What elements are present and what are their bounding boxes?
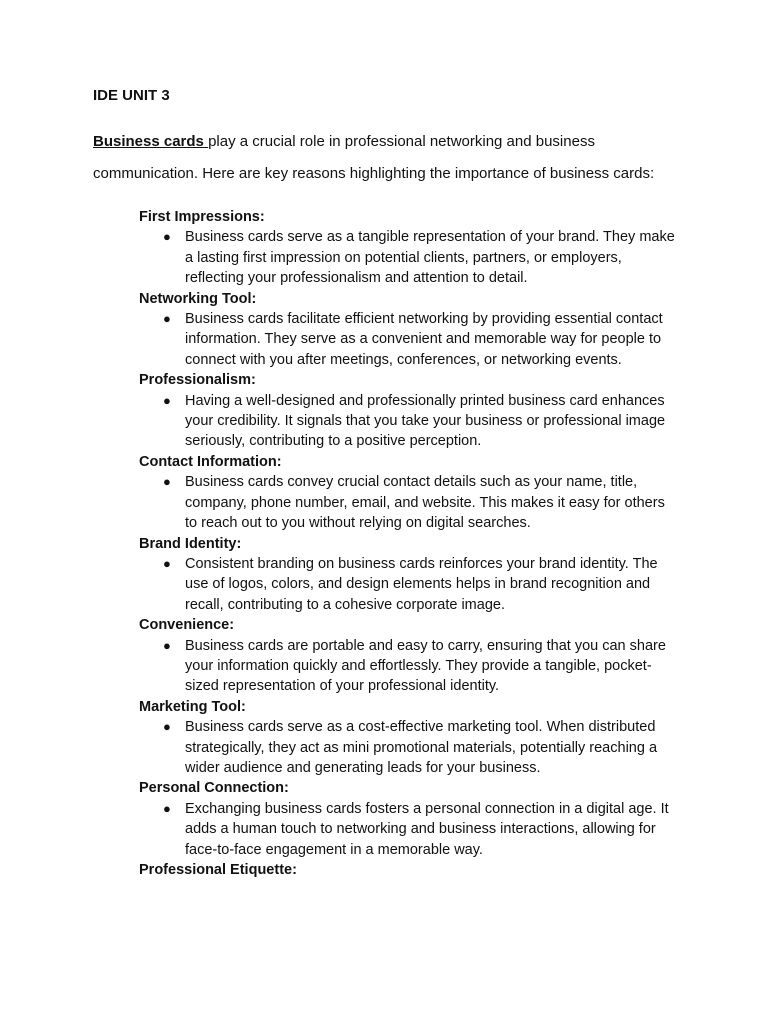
bullet-item [139,227,679,288]
bullet-item [139,554,679,615]
bullet-point-icon: ● [163,311,171,327]
document-title: IDE UNIT 3 [93,87,170,104]
bullet-text: Having a well-designed and professionally printed business card enhances your credibility. It signals that you take your business or professional image seriously, contributing to a positive perception. [185,392,666,450]
bullet-text: Exchanging business cards fosters a personal connection in a digital age. It adds a human touch to networking and business interactions, allowing for face-to-face engagement in a memorable way. [185,800,669,858]
section-heading: Brand Identity: [139,535,242,552]
section-block [139,370,679,452]
bullet-point-icon: ● [163,474,171,490]
bullet-item [139,799,679,860]
section-heading: Convenience: [139,617,235,634]
bullet-list [139,554,679,615]
section-block [139,534,679,616]
bullet-list [139,636,679,697]
bullet-point-icon: ● [163,392,171,408]
section-heading: Professional Etiquette: [139,862,297,878]
bullet-text: Consistent branding on business cards reinforces your brand identity. The use of logos, colors, and design elements helps in brand recognition and recall, contributing to a cohesive corporate image. [185,555,658,613]
bullet-item [139,472,679,533]
bullet-list [139,391,679,452]
section-block [139,778,679,860]
bullet-text: Business cards are portable and easy to carry, ensuring that you can share your information quickly and effortlessly. They provide a tangible, pocket-sized representation of your professional identity. [185,637,666,695]
section-block [139,860,679,880]
section-block [139,207,679,289]
bullet-list [139,227,679,288]
section-heading: Professionalism: [139,372,256,389]
bullet-list [139,309,679,370]
bullet-point-icon: ● [163,229,171,245]
intro-paragraph [93,126,703,190]
bullet-point-icon: ● [163,719,171,735]
section-block [139,615,679,697]
section-heading: Personal Connection: [139,780,289,797]
bullet-list [139,799,679,860]
section-heading: Contact Information: [139,453,282,470]
bullet-item [139,717,679,778]
bullet-list [139,472,679,533]
section-heading: Networking Tool: [139,290,257,307]
sections-list [139,207,679,880]
bullet-item [139,391,679,452]
section-block [139,697,679,779]
section-block [139,452,679,534]
intro-text: play a crucial role in professional networking and business communication. Here are key reasons highlighting the importance of business cards: [93,133,655,182]
section-heading: Marketing Tool: [139,698,246,715]
bullet-text: Business cards serve as a cost-effective marketing tool. When distributed strategically, they act as mini promotional materials, potentially reaching a wider audience and generating leads for your business. [185,719,658,776]
bullet-text: Business cards facilitate efficient networking by providing essential contact information. They serve as a convenient and memorable way for people to connect with you after meetings, conferences, or networking events. [185,311,663,368]
bullet-point-icon: ● [163,555,171,571]
bullet-item [139,636,679,697]
section-heading: First Impressions: [139,209,265,225]
bullet-text: Business cards convey crucial contact details such as your name, title, company, phone number, email, and website. This makes it easy for others to reach out to you without relying on digital searches. [185,474,665,532]
bullet-text: Business cards serve as a tangible representation of your brand. They make a lasting first impression on potential clients, partners, or employers, reflecting your professionalism and attention to detail. [185,229,675,287]
bullet-point-icon: ● [163,637,171,653]
intro-lead-term: Business cards [93,133,209,150]
bullet-point-icon: ● [163,800,171,816]
section-block [139,289,679,371]
bullet-list [139,717,679,778]
bullet-item [139,309,679,370]
